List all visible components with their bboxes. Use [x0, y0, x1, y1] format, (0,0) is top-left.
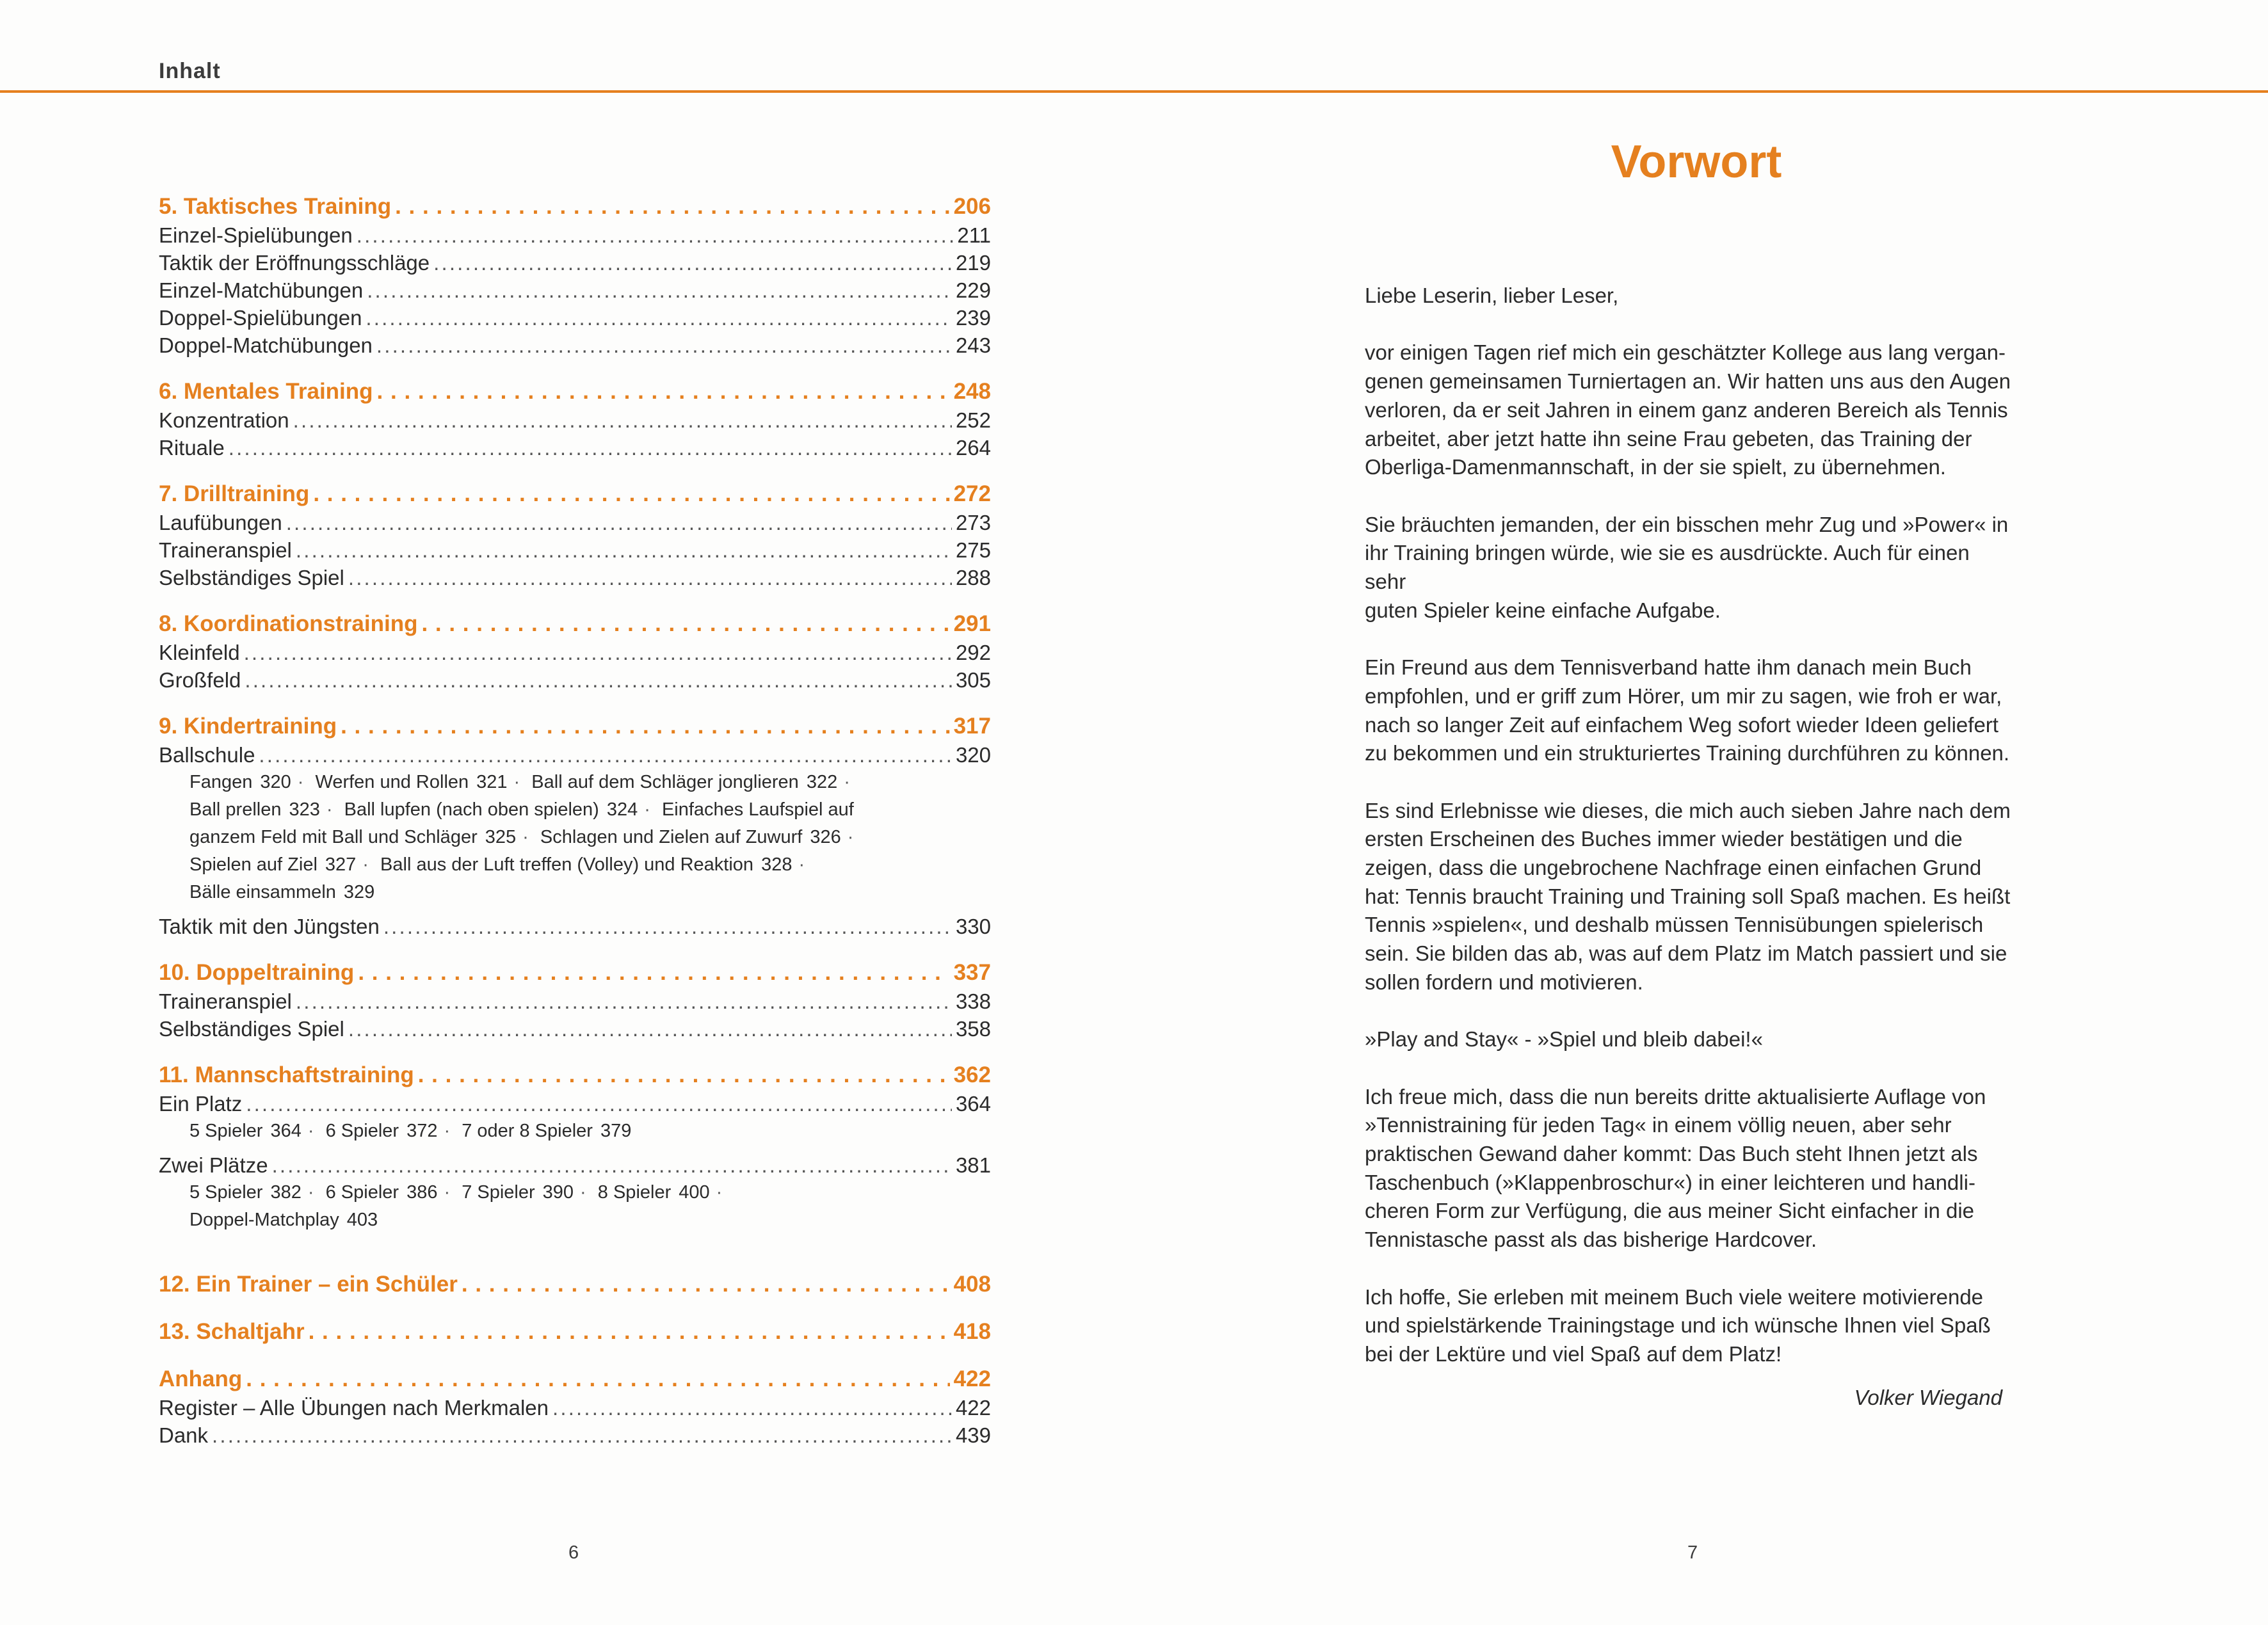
toc-entry[interactable]: Dank . . . 439: [159, 1421, 991, 1449]
toc-entry[interactable]: Selbständiges Spiel . . . 358: [159, 1015, 991, 1043]
toc-entry[interactable]: Rituale . . . 264: [159, 434, 991, 461]
toc-chapter[interactable]: 12. Ein Trainer – ein Schüler . . . 408: [159, 1270, 991, 1299]
paragraph: vor einigen Tagen rief mich ein geschätzter Kollege aus lang vergan- genen gemeinsamen Turniertagen an. Wir hatten uns aus den Augen verloren, da er seit Jahren in einem ganz anderen Bereich als Tennis arbeitet, aber jetzt hatte ihn seine Frau gebeten, das Training der Oberliga-Damenmannschaft, in der sie spielt, zu übernehmen.: [1365, 340, 2011, 479]
toc-entry[interactable]: Doppel-Spielübungen . . . 239: [159, 304, 991, 332]
toc-entry[interactable]: Großfeld . . . 305: [159, 666, 991, 694]
toc-entry[interactable]: Ein Platz . . . 364: [159, 1090, 991, 1117]
toc-subentries-ein-platz: [159, 1117, 863, 1145]
salutation: Liebe Leserin, lieber Leser,: [1365, 284, 1619, 307]
page-number-right: 7: [1687, 1542, 1698, 1563]
toc-chapter[interactable]: 6. Mentales Training . . . 248: [159, 377, 991, 406]
toc-subentries-ballschule: [159, 769, 863, 906]
paragraph: Ich freue mich, dass die nun bereits dritte aktualisierte Auflage von »Tennistraining für jeden Tag« in einem völlig neuen, aber sehr praktischen Gewand daher kommt: Das Buch steht Ihnen jetzt als Taschenbuch (»Klappenbroschur«) in einer leichteren und handli- cheren Form zur Verfügung, die aus meiner Sicht einfacher in die Tennistasche passt als das bisherige Hardcover.: [1365, 1084, 1986, 1252]
page-number-left: 6: [568, 1542, 579, 1563]
paragraph: Ich hoffe, Sie erleben mit meinem Buch viele weitere motivierende und spielstärkende Trainingstage und ich wünsche Ihnen viel Spaß bei der Lektüre und viel Spaß auf dem Platz!: [1365, 1285, 1991, 1366]
toc-chapter[interactable]: 8. Koordinationstraining . . . 291: [159, 609, 991, 639]
toc-entry[interactable]: Konzentration . . . 252: [159, 406, 991, 434]
toc-entry[interactable]: Traineranspiel . . . 275: [159, 536, 991, 564]
toc-subentries-zwei-plaetze: [159, 1179, 863, 1234]
toc-sub-line: 5 Spieler 364 · 6 Spieler 372 · 7 oder 8 Spieler 379: [189, 1121, 632, 1141]
paragraph: »Play and Stay« - »Spiel und bleib dabei!«: [1365, 1027, 1763, 1052]
toc-entry[interactable]: Einzel-Matchübungen . . . 229: [159, 276, 991, 304]
signature: Volker Wiegand: [1854, 1386, 2002, 1409]
toc-chapter[interactable]: 7. Drilltraining . . . 272: [159, 479, 991, 509]
toc-entry[interactable]: Laufübungen . . . 273: [159, 509, 991, 536]
toc-entry[interactable]: Kleinfeld . . . 292: [159, 639, 991, 666]
vorwort-title: Vorwort: [1611, 136, 1782, 188]
toc-entry[interactable]: Taktik der Eröffnungsschläge . . . 219: [159, 249, 991, 276]
toc-chapter[interactable]: 13. Schaltjahr . . . 418: [159, 1317, 991, 1347]
vorwort-body: [1365, 282, 2015, 1397]
toc-sub-line: Doppel-Matchplay 403: [189, 1210, 378, 1230]
toc-entry[interactable]: Ballschule . . . 320: [159, 741, 991, 769]
toc-entry[interactable]: Einzel-Spielübungen . . . 211: [159, 221, 991, 249]
toc-sub-line: ganzem Feld mit Ball und Schläger 325 · Schlagen und Zielen auf Zuwurf 326 ·: [189, 827, 854, 847]
toc-chapter[interactable]: Anhang . . . 422: [159, 1365, 991, 1394]
toc-entry[interactable]: Doppel-Matchübungen . . . 243: [159, 332, 991, 359]
toc-chapter[interactable]: 11. Mannschaftstraining . . . 362: [159, 1061, 991, 1090]
paragraph: Ein Freund aus dem Tennisverband hatte ihm danach mein Buch empfohlen, und er griff zum Hörer, um mir zu sagen, wie froh er war, nach so langer Zeit auf einfachem Weg sofort wieder Ideen geliefert zu bekommen und ein strukturiertes Training durchführen zu können.: [1365, 655, 2010, 765]
toc-sub-line: 5 Spieler 382 · 6 Spieler 386 · 7 Spieler 390 · 8 Spieler 400 ·: [189, 1182, 723, 1203]
toc-sub-line: Fangen 320 · Werfen und Rollen 321 · Ball auf dem Schläger jonglieren 322 ·: [189, 772, 850, 792]
toc-entry[interactable]: Zwei Plätze . . . 381: [159, 1151, 991, 1179]
toc-entry[interactable]: Traineranspiel . . . 338: [159, 988, 991, 1015]
toc-entry[interactable]: Selbständiges Spiel . . . 288: [159, 564, 991, 591]
toc-sub-line: Spielen auf Ziel 327 · Ball aus der Luft treffen (Volley) und Reaktion 328 ·: [189, 854, 805, 875]
paragraph: Sie bräuchten jemanden, der ein bisschen mehr Zug und »Power« in ihr Training bringen würde, wie sie es ausdrückte. Auch für einen sehr guten Spieler keine einfache Aufgabe.: [1365, 512, 2009, 622]
toc-chapter[interactable]: 9. Kindertraining . . . 317: [159, 712, 991, 741]
toc-entry[interactable]: Register – Alle Übungen nach Merkmalen . . . 422: [159, 1394, 991, 1421]
paragraph: Es sind Erlebnisse wie dieses, die mich auch sieben Jahre nach dem ersten Erscheinen des Buches immer wieder bestätigen und die zeigen, dass die ungebrochene Nachfrage einen einfachen Grund hat: Tennis braucht Training und Training soll Spaß machen. Es heißt Tennis »spielen«, und deshalb müssen Tennisübungen spielerisch sein. Sie bilden das ab, was auf dem Platz im Match passiert und sie sollen fordern und motivieren.: [1365, 798, 2011, 994]
header-rule: [0, 90, 2268, 93]
toc-entry[interactable]: Taktik mit den Jüngsten . . . 330: [159, 913, 991, 940]
toc-chapter[interactable]: 10. Doppeltraining . . . 337: [159, 958, 991, 988]
running-head: Inhalt: [159, 59, 221, 83]
toc-sub-line: Bälle einsammeln 329: [189, 882, 375, 902]
toc-sub-line: Ball prellen 323 · Ball lupfen (nach oben spielen) 324 · Einfaches Laufspiel auf: [189, 799, 854, 820]
table-of-contents: [159, 192, 991, 1449]
toc-chapter[interactable]: 5. Taktisches Training . . . 206: [159, 192, 991, 221]
